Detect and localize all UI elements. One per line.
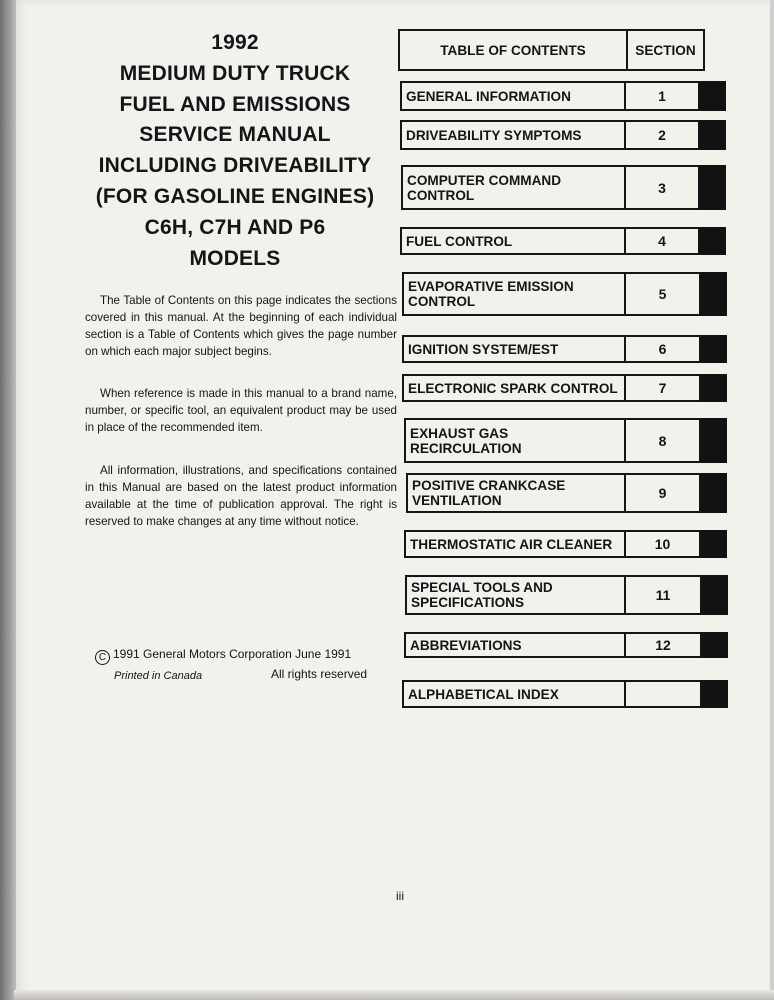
toc-entry-section: 11 [624,575,702,615]
toc-entry [402,374,727,402]
title-line: (FOR GASOLINE ENGINES) [95,184,375,208]
copyright-line [95,647,351,665]
toc-entry-section: 8 [624,418,701,463]
toc-entry [400,120,726,150]
section-tab-marker [702,632,728,658]
page-number: iii [396,889,404,903]
section-tab-marker [700,165,726,210]
printed-in: Printed in Canada [114,670,203,682]
toc-entry-section: 12 [624,632,702,658]
intro-paragraph-toc: The Table of Contents on this page indicates the sections covered in this manual. At the beginning of each individual section is a Table of Contents which gives the page number on which each major subject begins. [85,294,397,358]
toc-entry-section: 6 [624,335,701,363]
intro-paragraph-information: All information, illustrations, and specifications contained in this Manual are based on the latest product information available at the time of publication approval. The right is reserved to make changes at any time without notice. [85,464,397,528]
toc-entry-label: ABBREVIATIONS [404,632,624,658]
section-tab-marker [701,473,727,513]
toc-entry-label: COMPUTER COMMAND CONTROL [401,165,624,210]
binding-shadow [0,0,16,1000]
page-edge-shadow [14,990,774,1000]
toc-header-section: SECTION [626,29,705,71]
toc-entry [405,575,728,615]
intro-paragraph-reference: When reference is made in this manual to a brand name, number, or specific tool, an equivalent product may be used in place of the recommended item. [85,387,397,434]
toc-entry-section: 2 [624,120,700,150]
title-line: SERVICE MANUAL [139,123,331,147]
toc-entry-label: ELECTRONIC SPARK CONTROL [402,374,624,402]
toc-entry-section: 9 [624,473,701,513]
toc-entry-label: IGNITION SYSTEM/EST [402,335,624,363]
toc-entry [404,632,728,658]
toc-entry-label: EXHAUST GAS RECIRCULATION [404,418,624,463]
section-tab-marker [701,530,727,558]
title-line: MEDIUM DUTY TRUCK [119,61,351,85]
toc-entry-section: 10 [624,530,701,558]
title-line: MODELS [189,246,281,270]
section-tab-marker [701,374,727,402]
toc-entry [400,227,726,255]
title-line: 1992 [211,31,259,54]
toc-entry-label: DRIVEABILITY SYMPTOMS [400,120,624,150]
toc-entry-label: EVAPORATIVE EMISSION CONTROL [402,272,624,316]
toc-entry [400,81,726,111]
toc-entry [404,530,727,558]
toc-entry [402,680,728,708]
toc-entry [402,272,727,316]
toc-entry-label: POSITIVE CRANKCASE VENTILATION [406,473,624,513]
toc-entry-label: FUEL CONTROL [400,227,624,255]
title-line: C6H, C7H AND P6 [144,215,326,239]
toc-entry [404,418,727,463]
section-tab-marker [702,575,728,615]
section-tab-marker [700,227,726,255]
toc-entry-section: 7 [624,374,701,402]
section-tab-marker [701,335,727,363]
toc-entry-label: GENERAL INFORMATION [400,81,624,111]
toc-header [398,29,705,71]
toc-entry-label: SPECIAL TOOLS AND SPECIFICATIONS [405,575,624,615]
toc-entry-label: ALPHABETICAL INDEX [402,680,624,708]
toc-entry-section: 3 [624,165,700,210]
section-tab-marker [700,81,726,111]
toc-entry-section: 5 [624,272,701,316]
section-tab-marker [702,680,728,708]
section-tab-marker [700,120,726,150]
copyright-icon: C [95,650,110,665]
toc-entry-section: 1 [624,81,700,111]
toc-entry [401,165,726,210]
toc-entry [406,473,727,513]
toc-entry [402,335,727,363]
section-tab-marker [701,272,727,316]
copyright-text: 1991 General Motors Corporation June 1991 [113,647,352,661]
toc-entry-label: THERMOSTATIC AIR CLEANER [404,530,624,558]
section-tab-marker [701,418,727,463]
toc-entry-section: 4 [624,227,700,255]
toc-header-label: TABLE OF CONTENTS [398,29,626,71]
title-line: INCLUDING DRIVEABILITY [98,154,372,178]
toc-entry-section [624,680,702,708]
manual-title [90,28,380,274]
title-line: FUEL AND EMISSIONS [119,92,351,116]
rights-reserved: All rights reserved [271,667,368,681]
